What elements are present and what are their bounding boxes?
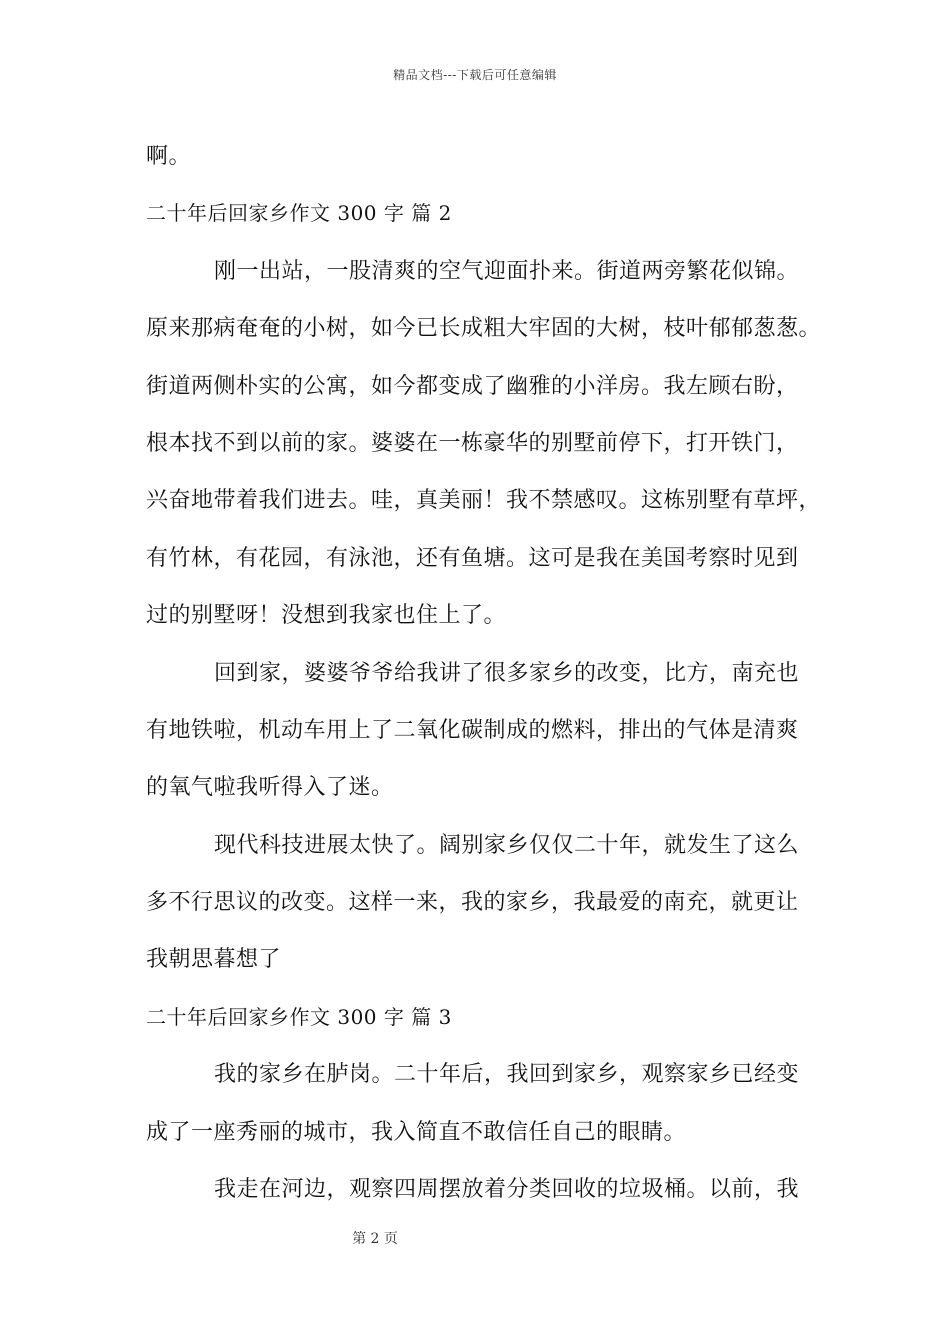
- text-line: 根本找不到以前的家。婆婆在一栋豪华的别墅前停下，打开铁门，: [146, 430, 799, 456]
- text-line: 有地铁啦，机动车用上了二氧化碳制成的燃料，排出的气体是清爽: [146, 717, 799, 743]
- page-header: 精品文档---下载后可任意编辑: [393, 68, 557, 82]
- text-line: 啊。: [146, 144, 192, 169]
- text-line: 我的家乡在胪岗。二十年后，我回到家乡，观察家乡已经变: [214, 1062, 800, 1088]
- text-line: 我朝思暮想了: [146, 947, 282, 973]
- text-line: 兴奋地带着我们进去。哇，真美丽！我不禁感叹。这栋别墅有草坪，: [146, 488, 822, 514]
- page-footer: 第 2 页: [352, 1231, 398, 1247]
- text-line: 街道两侧朴实的公寓，如今都变成了幽雅的小洋房。我左顾右盼，: [146, 373, 799, 399]
- text-line: 原来那病奄奄的小树，如今已长成粗大牢固的大树，枝叶郁郁葱葱。: [146, 316, 822, 342]
- text-line: 现代科技进展太快了。阔别家乡仅仅二十年，就发生了这么: [214, 832, 800, 858]
- section-heading: 二十年后回家乡作文 300 字 篇 3: [146, 1004, 452, 1029]
- section-heading: 二十年后回家乡作文 300 字 篇 2: [146, 201, 452, 226]
- text-line: 成了一座秀丽的城市，我入简直不敢信任自己的眼睛。: [146, 1119, 687, 1145]
- text-line: 我走在河边，观察四周摆放着分类回收的垃圾桶。以前，我: [214, 1177, 800, 1203]
- text-line: 的氧气啦我听得入了迷。: [146, 775, 394, 801]
- text-line: 刚一出站，一股清爽的空气迎面扑来。街道两旁繁花似锦。: [214, 258, 800, 284]
- text-line: 回到家，婆婆爷爷给我讲了很多家乡的改变，比方，南充也: [214, 660, 800, 686]
- text-line: 过的别墅呀！没想到我家也住上了。: [146, 603, 507, 629]
- document-body: [146, 128, 826, 1218]
- text-line: 多不行思议的改变。这样一来，我的家乡，我最爱的南充，就更让: [146, 890, 799, 916]
- text-line: 有竹林，有花园，有泳池，还有鱼塘。这可是我在美国考察时见到: [146, 545, 799, 571]
